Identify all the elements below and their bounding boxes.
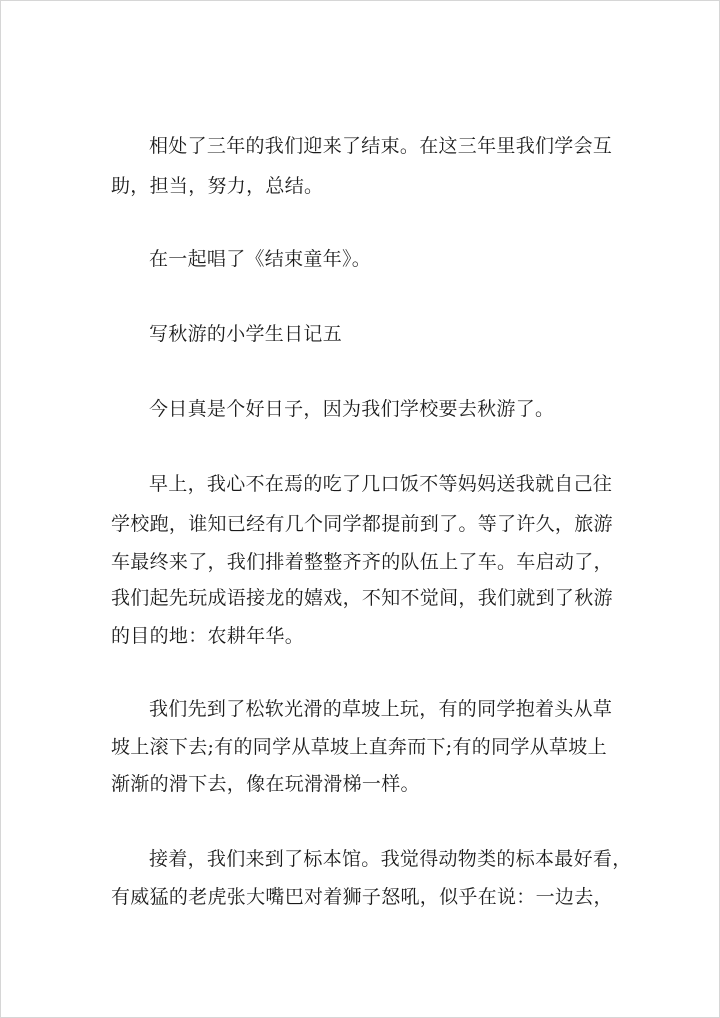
paragraph-4-line-1: 早上，我心不在焉的吃了几口饭不等妈妈送我就自己往: [149, 473, 613, 495]
section-heading: 写秋游的小学生日记五: [149, 323, 343, 345]
paragraph-1-line-2: 助，担当，努力，总结。: [111, 175, 324, 197]
paragraph-4-line-3: 车最终来了，我们排着整整齐齐的队伍上了车。车启动了，: [111, 551, 613, 573]
paragraph-5-line-1: 我们先到了松软光滑的草坡上玩，有的同学抱着头从草: [149, 698, 613, 720]
paragraph-4-line-2: 学校跑，谁知已经有几个同学都提前到了。等了许久，旅游: [111, 513, 613, 535]
paragraph-5-line-2: 坡上滚下去;有的同学从草坡上直奔而下;有的同学从草坡上: [111, 736, 607, 758]
paragraph-6-line-1: 接着，我们来到了标本馆。我觉得动物类的标本最好看，: [149, 848, 632, 870]
paragraph-2-line-1: 在一起唱了《结束童年》。: [149, 248, 372, 270]
paragraph-5-line-3: 渐渐的滑下去，像在玩滑滑梯一样。: [111, 773, 420, 795]
paragraph-1-line-1: 相处了三年的我们迎来了结束。在这三年里我们学会互: [149, 135, 613, 157]
paragraph-3-line-1: 今日真是个好日子，因为我们学校要去秋游了。: [149, 398, 555, 420]
paragraph-6-line-2: 有威猛的老虎张大嘴巴对着狮子怒吼，似乎在说：一边去，: [111, 886, 613, 908]
paragraph-4-line-4: 我们起先玩成语接龙的嬉戏，不知不觉间，我们就到了秋游: [111, 587, 613, 609]
paragraph-4-line-5: 的目的地：农耕年华。: [111, 625, 305, 647]
